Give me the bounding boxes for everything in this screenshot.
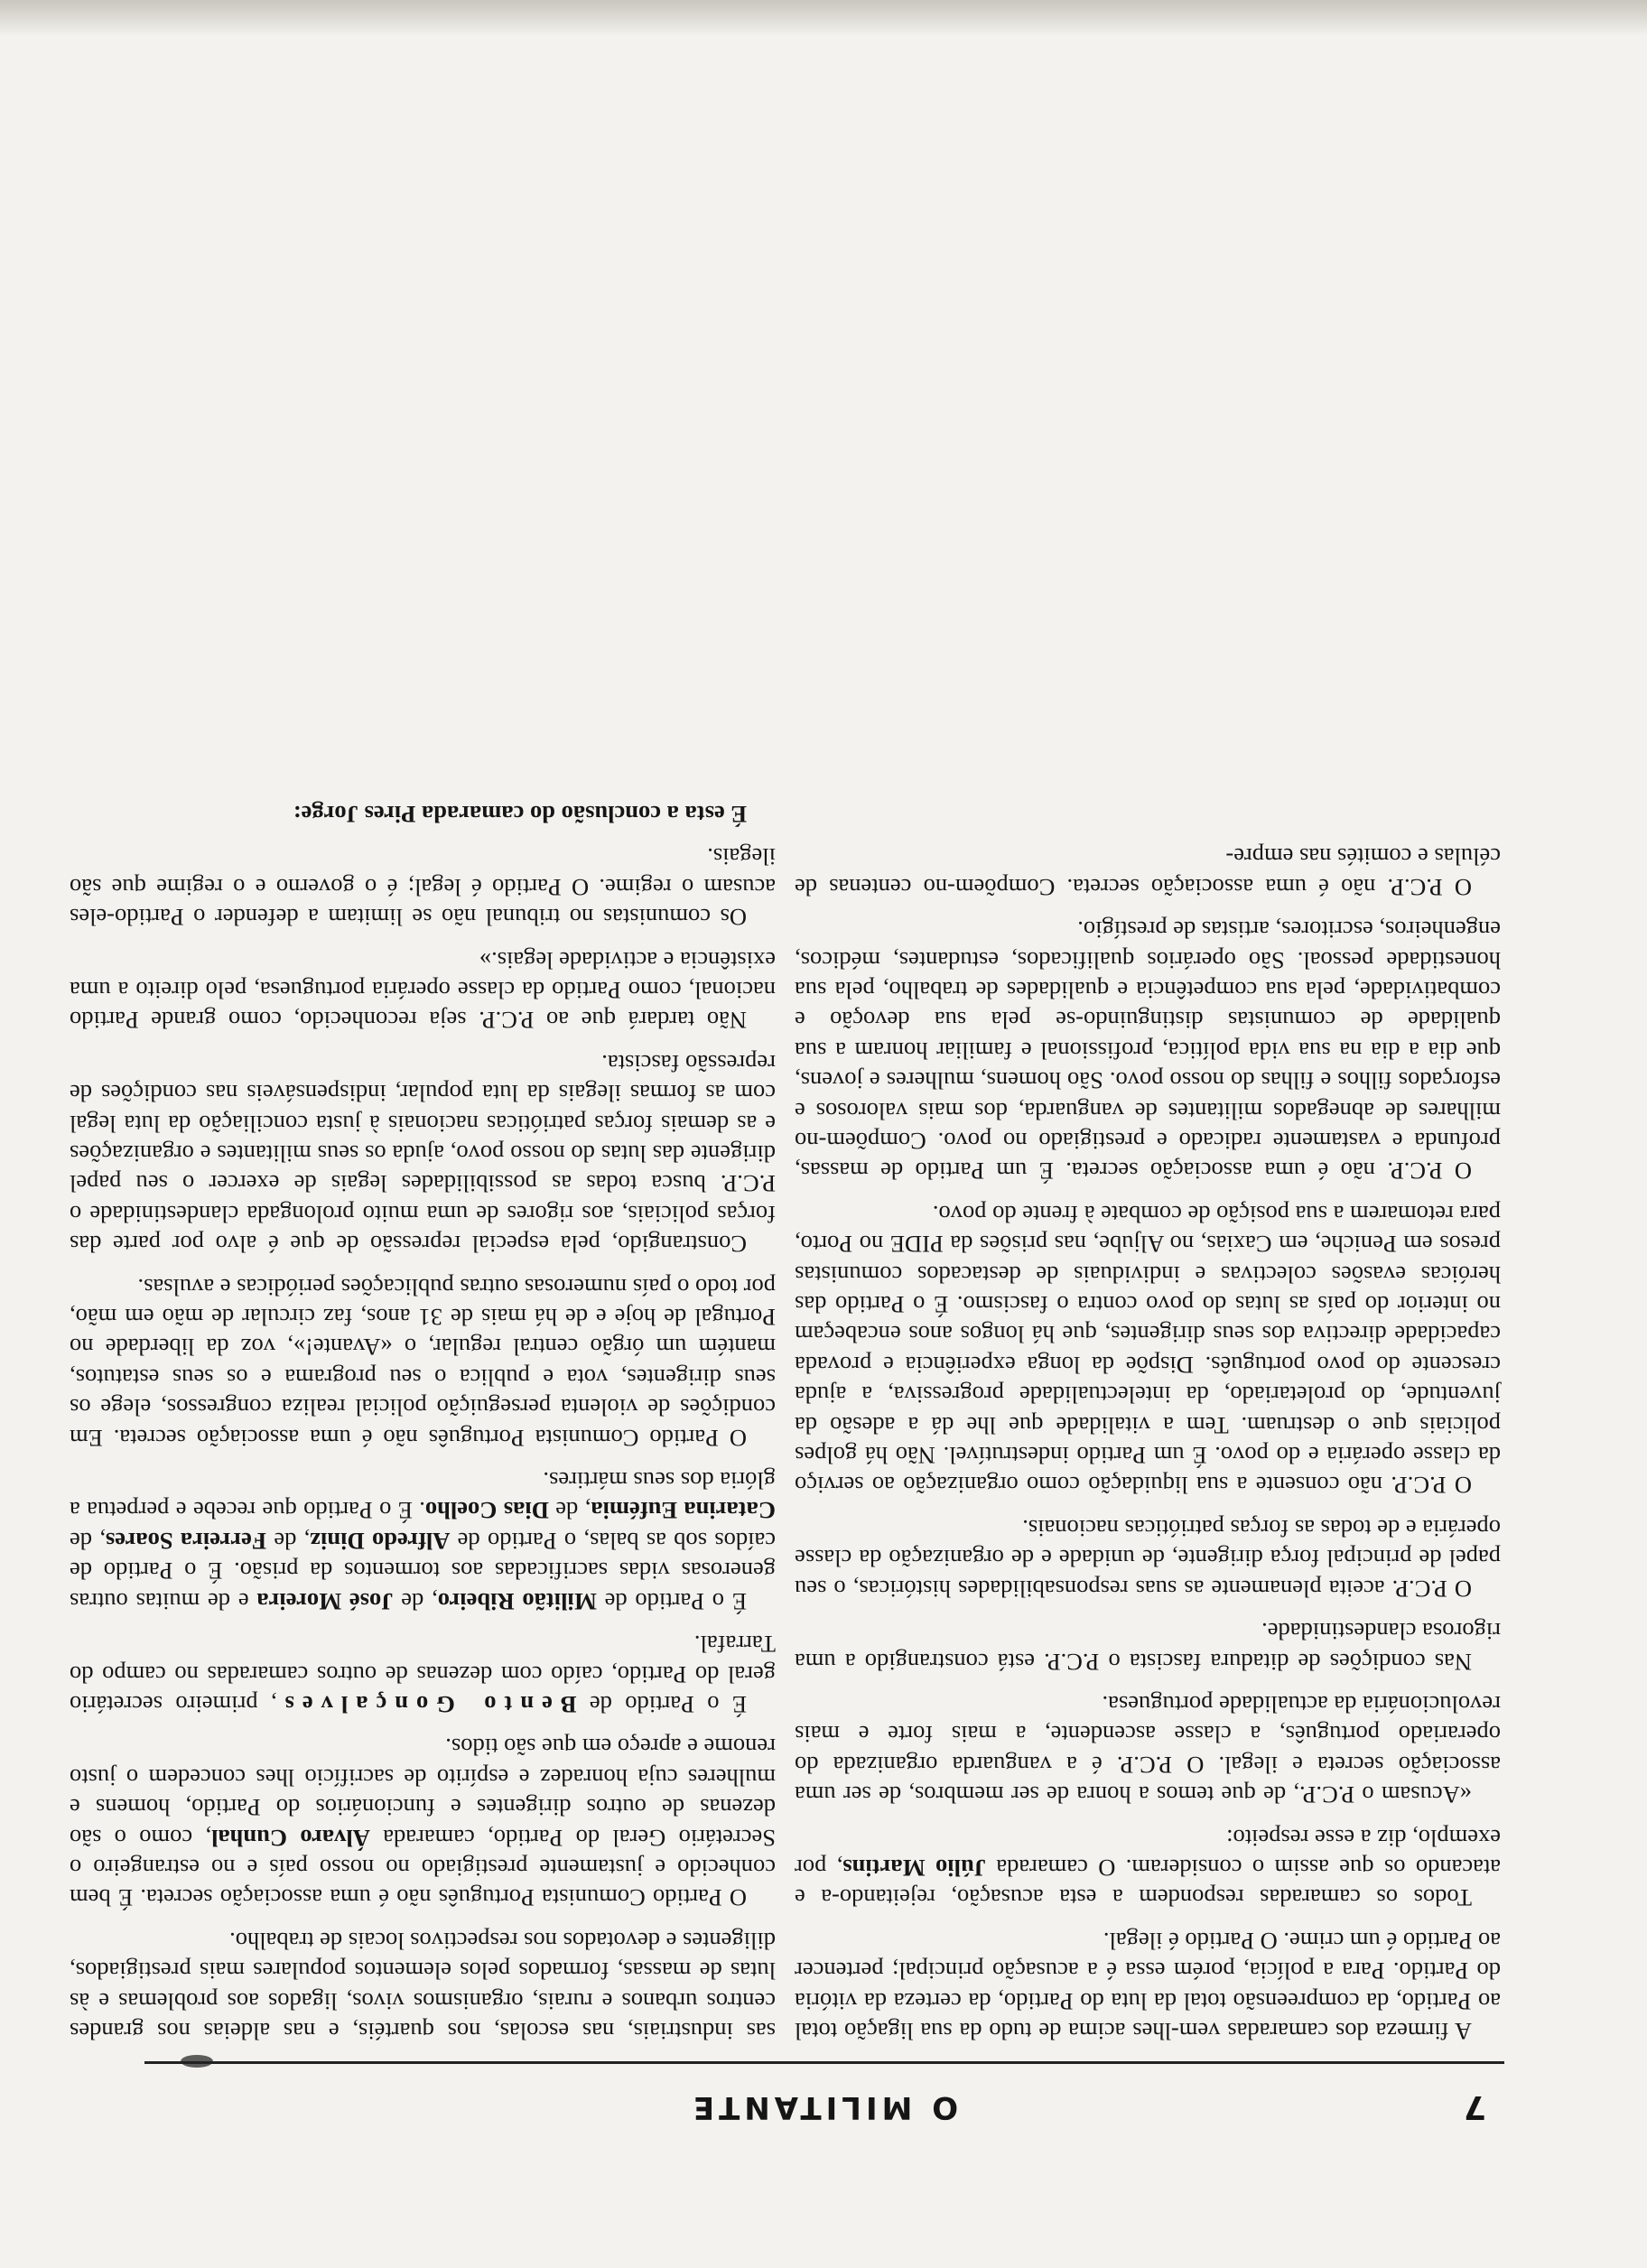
quote-paragraph: O Partido Comunista Português não é uma associação secreta. É bem conhecido e justamente prestigiado no nosso país e no estrangeiro o Secretário Geral do Partido, camarada Álvaro Cunhal, como o são dezenas de outros dirigentes e funcionários do Partido, homens e mulheres cuja honradez e espírito de sacrifício lhes concedem o justo renome e apreço em que são tidos. bbox=[69, 1734, 776, 1912]
scan-edge bbox=[0, 0, 1647, 36]
quote-paragraph: Nas condições de ditadura fascista o P.C.P. está constrangido a uma rigorosa clandestinidade. bbox=[795, 1618, 1501, 1676]
name-alvaro-cunhal: Álvaro Cunhal bbox=[211, 1824, 370, 1852]
quote-paragraph: É o Partido de Militão Ribeiro, de José Moreira e de muitas outras generosas vidas sacrificadas aos tormentos da prisão. É o Partido de caídos sob as balas, o Partido de Alfredo Diniz, de Ferreira Soares, de Catarina Eufémia, de Dias Coelho. É o Partido que recebe e perpetua a glória dos seus mártires. bbox=[70, 1467, 776, 1615]
name-dias-coelho: Dias Coelho bbox=[424, 1497, 549, 1525]
page-header bbox=[135, 2071, 1512, 2125]
name-militao-ribeiro: Militão Ribeiro bbox=[437, 1587, 597, 1615]
name-ferreira-soares: Ferreira Soares bbox=[105, 1527, 267, 1555]
paragraph: Os comunistas no tribunal não se limitam a defender o Partido-eles acusam o regime. O Partido é legal; é o governo e o regime que são ilegais. bbox=[70, 843, 776, 932]
quote-paragraph: Constrangido, pela especial repressão de que é alvo por parte das forças policiais, aos rigores de uma muito prolongada clandestinidade o P.C.P. busca todas as possibilidades legais de exercer o seu papel dirigente das lutas do nosso povo, ajuda os seus militantes e organizações e as demais forças patrióticas nacionais à justa conciliação da luta legal com as formas ilegais da luta popular, indispensáveis nas condições de repressão fascista. bbox=[70, 1049, 776, 1259]
quote-paragraph: É o Partido de Bento Gonçalves, primeiro secretário geral do Partido, caído com dezenas de outros camaradas no campo do Tarrafal. bbox=[69, 1631, 776, 1718]
name-julio-martins: Júlio Martins bbox=[842, 1854, 986, 1882]
quote-paragraph: O Partido Comunista Português não é uma associação secreta. Em condições de violenta perseguição policial realiza congressos, elege os seus dirigentes, vota e publica o seu programa e os seus estatutos, mantém um órgão central regular, o «Avante!», voz da liberdade no Portugal de hoje e de há mais de 31 anos, faz circular de mão em mão, por todo o país numerosas outras publicações periódicas e avulsas. bbox=[70, 1273, 776, 1452]
publication-title: O MILITANTE bbox=[688, 2089, 959, 2125]
name-bento-goncalves: Bento Gonçalves bbox=[276, 1690, 577, 1718]
paragraph: A firmeza dos camaradas vem-lhes acima de tudo da sua ligação total ao Partido, da compreensão total da luta do Partido, da certeza da vitória do Partido. Para a polícia, porém essa é a acusação principal; pertencer ao Partido é um crime. O Partido é ilegal. bbox=[795, 1927, 1501, 2045]
left-column bbox=[795, 829, 1501, 2046]
quote-paragraph: Não tardará que ao P.C.P. seja reconhecido, como grande Partido nacional, como Partido da classe operária portuguesa, pelo direito a uma existência e actividade legais.» bbox=[70, 946, 776, 1035]
paragraph: Todos os camaradas respondem a esta acusação, rejeitando-a e atacando os que assim o consideram. O camarada Júlio Martins, por exemplo, diz a esse respeito: bbox=[795, 1824, 1501, 1912]
name-jose-moreira: José Moreira bbox=[256, 1587, 394, 1615]
quote-paragraph: «Acusam o P.C.P., de que temos a honra de ser membros, de ser uma associação secreta e ilegal. O P.C.P. é a vanguarda organizada do operariado português, a classe ascendente, a mais forte e mais revolucionária da actualidade portuguesa. bbox=[795, 1690, 1501, 1809]
quote-paragraph: O P.C.P. não consente a sua liquidação como organização ao serviço da classe operária e do povo. É um Partido indestrutível. Não há golpes policiais que o destruam. Tem a vitalidade que lhe dá a adesão da juventude, do proletariado, da intelectualidade progressiva, a ajuda crescente do povo português. Dispõe da longa experiência e provada capacidade directiva dos seus dirigentes, que há longos anos encabeçam no interior do país as lutas do povo contra o fascismo. É o Partido das heróicas evasões colectivas e individuais de destacados comunistas presos em Peniche, em Caxias, no Aljube, nas prisões da PIDE no Porto, para retomarem a sua posição de combate à frente do povo. bbox=[795, 1200, 1501, 1500]
quote-paragraph: O P.C.P. não é uma associação secreta. É um Partido de massas, profunda e vastamente radicado e prestigiado no povo. Compõem-no milhares de abnegados militantes de vanguarda, dos mais valorosos e esforçados filhos e filhas do nosso povo. São homens, mulheres e jovens, que dia a dia na sua vida política, profissional e familiar honram a sua qualidade de comunistas distinguindo-se pela sua devoção e combatividade, pela sua competência e qualidades de trabalho, pela sua honestidade pessoal. São operários qualificados, estudantes, médicos, engenheiros, escritores, artistas de prestígio. bbox=[795, 916, 1501, 1185]
closing-line: É esta a conclusão do camarada Pires Jorge: bbox=[293, 800, 747, 828]
right-column bbox=[70, 786, 776, 2046]
quote-paragraph: O P.C.P. não é uma associação secreta. Compõem-no centenas de células e comités nas empre- bbox=[795, 843, 1501, 901]
header-divider bbox=[144, 2061, 1504, 2064]
name-catarina-eufemia: Catarina Eufémia bbox=[591, 1497, 776, 1525]
page-number: 7 bbox=[1463, 2088, 1486, 2125]
name-alfredo-diniz: Alfredo Diniz bbox=[310, 1527, 451, 1555]
quote-paragraph: sas industriais, nas escolas, nos quartéis, e nas aldeias nos grandes centros urbanos e rurais, organismos vivos, ligados aos problemas e às lutas de massas, formados pelos elementos populares mais prestigiados, diligentes e devotados nos respectivos locais de trabalho. bbox=[70, 1927, 776, 2045]
quote-paragraph: O P.C.P. aceita plenamente as suas responsabilidades históricas, o seu papel de principal força dirigente, de unidade e de organização da classe operária e de todas as forças patrióticas nacionais. bbox=[795, 1514, 1501, 1603]
